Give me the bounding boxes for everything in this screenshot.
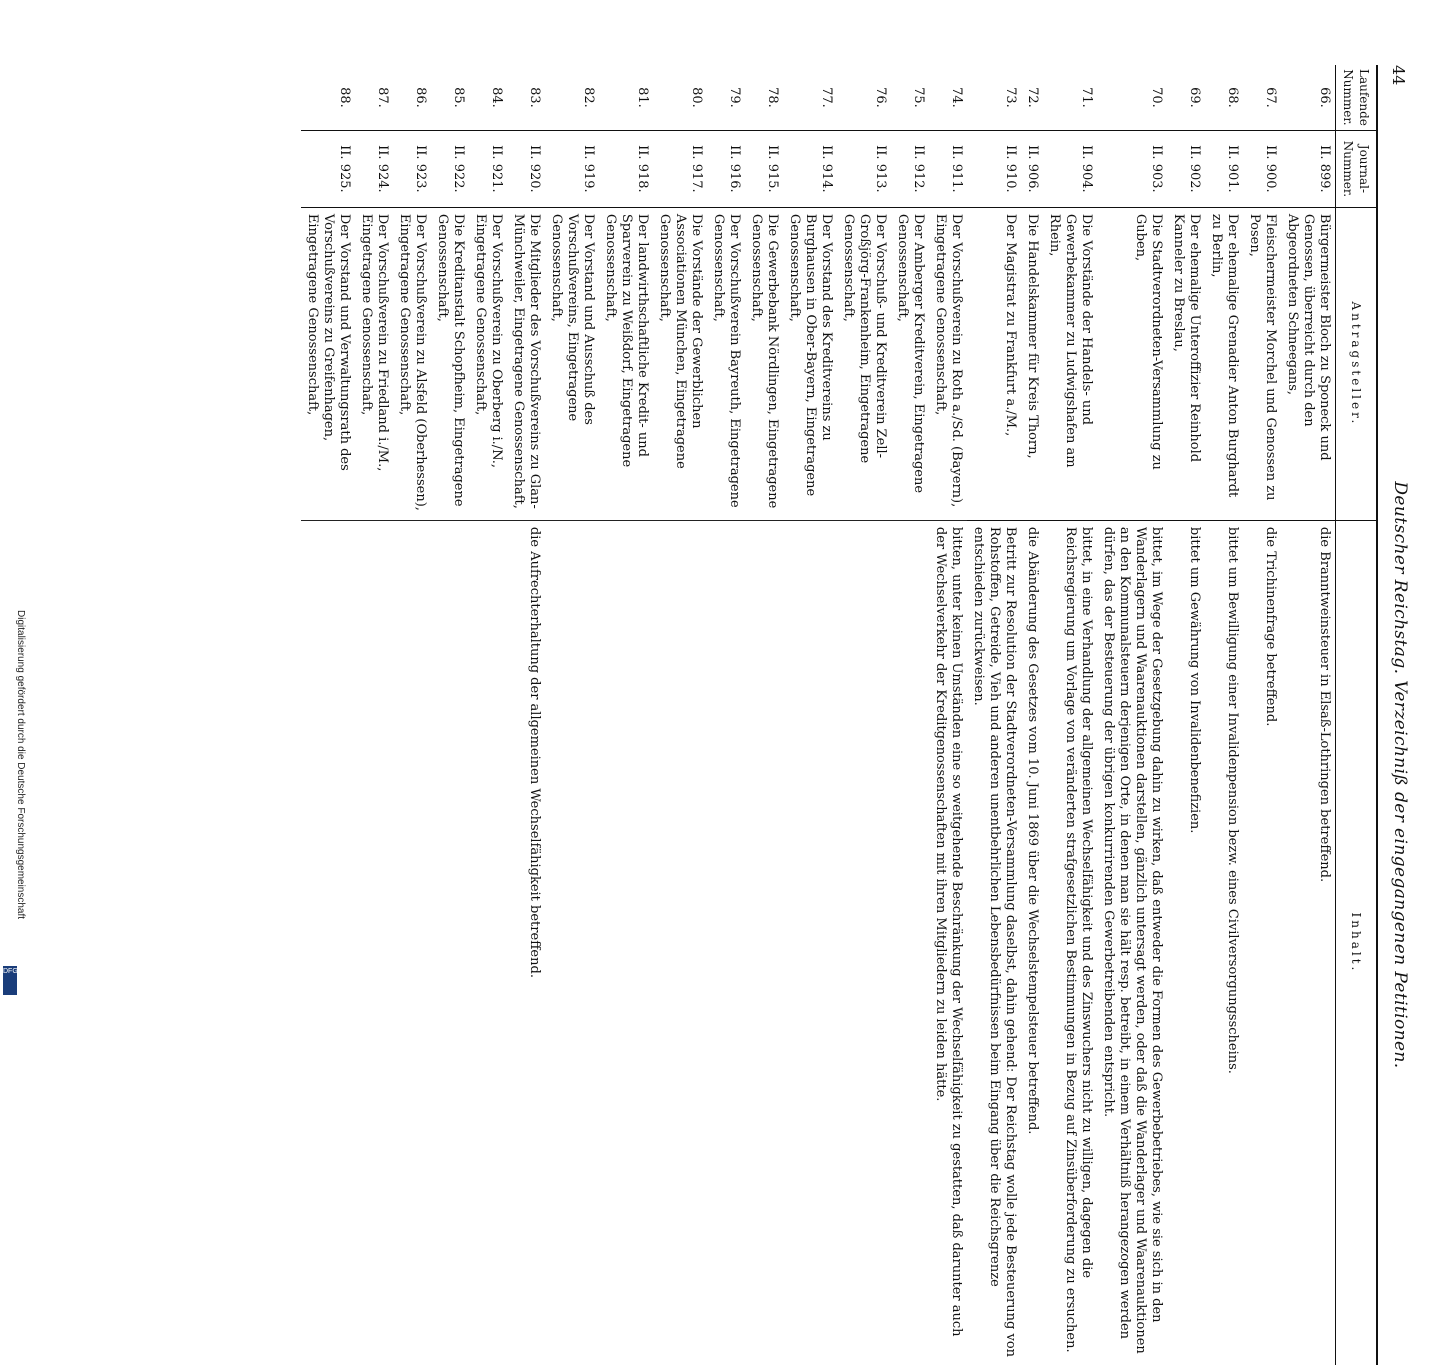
table-row	[1243, 65, 1281, 1365]
row-jnr-cell: II. 916.	[707, 130, 745, 207]
column-header-antragsteller: Antragsteller.	[1336, 207, 1378, 520]
table-row	[783, 65, 837, 1365]
table-row	[599, 65, 653, 1365]
table-row	[431, 65, 469, 1365]
table-row	[1097, 65, 1167, 1365]
row-antragsteller-cell: Der Vorstand und Verwaltungsrath des Vorschußvereins zu Greifenhagen, Eingetragene Genossenschaft,	[301, 207, 355, 520]
row-antragsteller-cell: Bürgermeister Bloch zu Sponeck und Genossen, überreicht durch den Abgeordneten Schneegans,	[1281, 207, 1336, 520]
row-antragsteller-cell: Der landwirthschaftliche Kredit- und Sparverein zu Weißdorf, Eingetragene Genossenschaft,	[599, 207, 653, 520]
row-lfd-cell: 66.	[1317, 87, 1332, 108]
row-jnr-cell: II. 923.	[393, 130, 431, 207]
row-inhalt-cell	[469, 520, 507, 1365]
row-jnr-cell: II. 910.	[967, 130, 1021, 207]
row-inhalt-cell: bittet, in eine Verhandlung der allgemeinen Wechselfähigkeit und des Zinswuchers nicht zu willigen, dagegen die Reichsregierung um Vorlage von veränderten strafgesetzlichen Bestimmungen in Bezug auf Zinsüberforderung zu ersuchen.	[1043, 520, 1097, 1365]
row-lfd-cell: 73.	[1003, 87, 1018, 108]
table-row	[301, 65, 355, 1365]
table-body	[301, 65, 1336, 1365]
table-row	[745, 65, 783, 1365]
row-lfd-cell: 86.	[413, 87, 428, 108]
table-row	[707, 65, 745, 1365]
row-antragsteller-cell: Der Vorschußverein zu Alsfeld (Oberhessen), Eingetragene Genossenschaft,	[393, 207, 431, 520]
table-row	[1205, 65, 1243, 1365]
row-antragsteller-cell: Der Vorschußverein zu Friedland i./M., Eingetragene Genossenschaft,	[355, 207, 393, 520]
table-row	[1281, 65, 1336, 1365]
row-jnr-cell: II. 901.	[1205, 130, 1243, 207]
row-lfd-cell: 84.	[489, 87, 504, 108]
row-jnr-cell: II. 911.	[929, 130, 967, 207]
row-lfd-cell: 80.	[689, 87, 704, 108]
row-jnr-cell: II. 920.	[507, 130, 545, 207]
row-lfd-cell: 88.	[337, 87, 352, 108]
table-row	[967, 65, 1021, 1365]
row-lfd-cell: 69.	[1187, 87, 1202, 108]
row-antragsteller-cell: Der Vorschußverein zu Roth a./Sd. (Bayern), Eingetragene Genossenschaft,	[929, 207, 967, 520]
row-antragsteller-cell: Die Stadtverordneten-Versammlung zu Guben,	[1097, 207, 1167, 520]
row-jnr-cell: II. 922.	[431, 130, 469, 207]
row-antragsteller-cell: Der Amberger Kreditverein, Eingetragene Genossenschaft,	[891, 207, 929, 520]
row-lfd-cell: 74.	[949, 87, 964, 108]
row-antragsteller-cell: Der ehemalige Unteroffizier Reinhold Kanneler zu Breslau,	[1167, 207, 1205, 520]
row-antragsteller-cell: Der Vorstand des Kreditvereins zu Burghausen in Ober-Bayern, Eingetragene Genossenschaft,	[783, 207, 837, 520]
table-row	[469, 65, 507, 1365]
row-jnr-cell: II. 902.	[1167, 130, 1205, 207]
row-antragsteller-cell: Die Vorstände der Handels- und Gewerbekammer zu Ludwigshafen am Rhein,	[1043, 207, 1097, 520]
row-jnr-cell: II. 903.	[1097, 130, 1167, 207]
table-header-row	[1336, 65, 1378, 1365]
row-antragsteller-cell: Der Vorschußverein zu Oberberg i./N., Eingetragene Genossenschaft,	[469, 207, 507, 520]
row-antragsteller-cell: Die Gewerbebank Nördlingen, Eingetragene Genossenschaft,	[745, 207, 783, 520]
row-inhalt-cell	[783, 520, 837, 1365]
table-row	[545, 65, 599, 1365]
row-jnr-cell: II. 917.	[653, 130, 707, 207]
row-inhalt-cell	[707, 520, 745, 1365]
row-jnr-cell: II. 921.	[469, 130, 507, 207]
row-inhalt-cell: bitten, unter keinen Umständen eine so weitgehende Beschränkung der Wechselfähigkeit zu gestatten, daß darunter auch der Wechselverkehr der Kreditgenossenschaften mit ihren Mitgliedern zu leiden hätte.	[929, 520, 967, 1365]
row-inhalt-cell: die Abänderung des Gesetzes vom 10. Juni 1869 über die Wechselstempelsteuer betreffend.	[1021, 520, 1043, 1365]
row-antragsteller-cell: Der Vorschuß- und Kreditverein Zell-Großjörg-Frankenheim, Eingetragene Genossenschaft,	[837, 207, 891, 520]
row-jnr-cell: II. 913.	[837, 130, 891, 207]
row-lfd-cell: 83.	[527, 87, 542, 108]
row-inhalt-cell	[393, 520, 431, 1365]
row-lfd-cell: 68.	[1225, 87, 1240, 108]
row-inhalt-cell	[837, 520, 891, 1365]
row-inhalt-cell	[599, 520, 653, 1365]
row-antragsteller-cell: Der Vorschußverein Bayreuth, Eingetragene Genossenschaft,	[707, 207, 745, 520]
table-row	[1043, 65, 1097, 1365]
row-lfd-cell: 75.	[911, 87, 926, 108]
row-jnr-cell: II. 904.	[1043, 130, 1097, 207]
row-jnr-cell: II. 918.	[599, 130, 653, 207]
row-inhalt-cell: die Aufrechterhaltung der allgemeinen Wechselfähigkeit betreffend.	[507, 520, 545, 1365]
row-antragsteller-cell: Die Vorstände der Gewerblichen Associationen München, Eingetragene Genossenschaft,	[653, 207, 707, 520]
table-row	[929, 65, 967, 1365]
column-header-inhalt: Inhalt.	[1336, 520, 1378, 1365]
column-header-lfd: Laufende Nummer.	[1336, 65, 1378, 130]
row-inhalt-cell	[891, 520, 929, 1365]
row-lfd-cell: 78.	[765, 87, 780, 108]
table-row	[891, 65, 929, 1365]
row-antragsteller-cell: Fleischermeister Morchel und Genossen zu Posen,	[1243, 207, 1281, 520]
row-jnr-cell: II. 912.	[891, 130, 929, 207]
row-lfd-cell: 67.	[1263, 87, 1278, 108]
table-row	[837, 65, 891, 1365]
row-inhalt-cell	[745, 520, 783, 1365]
row-lfd-cell: 72.	[1025, 87, 1040, 108]
table-row	[1167, 65, 1205, 1365]
row-inhalt-cell: bittet um Gewährung von Invalidenbenefizien.	[1167, 520, 1205, 1365]
digitization-note-text: Digitalisierung gefördert durch die Deutsche Forschungsgemeinschaft	[15, 610, 26, 920]
table-row	[507, 65, 545, 1365]
row-inhalt-cell	[355, 520, 393, 1365]
row-lfd-cell: 77.	[819, 87, 834, 108]
row-lfd-cell: 70.	[1149, 87, 1164, 108]
row-antragsteller-cell: Die Kreditanstalt Schopfheim, Eingetragene Genossenschaft,	[431, 207, 469, 520]
page-title: Deutscher Reichstag. Verzeichniß der eingegangenen Petitionen.	[1390, 481, 1410, 1069]
dfg-logo: DFG	[3, 966, 17, 995]
row-jnr-cell: II. 919.	[545, 130, 599, 207]
document-page	[120, 65, 1420, 1358]
row-antragsteller-cell: Die Mitglieder des Vorschußvereins zu Glan-Münchweiler, Eingetragene Genossenschaft,	[507, 207, 545, 520]
row-jnr-cell: II. 914.	[783, 130, 837, 207]
column-header-jnr: Journal-Nummer.	[1336, 130, 1378, 207]
row-lfd-cell: 71.	[1079, 87, 1094, 108]
table-row	[653, 65, 707, 1365]
row-inhalt-cell: bittet um Bewilligung einer Invalidenpension bezw. eines Civilversorgungsscheins.	[1205, 520, 1243, 1365]
table-row	[393, 65, 431, 1365]
row-inhalt-cell: die Branntweinsteuer in Elsaß-Lothringen betreffend.	[1281, 520, 1336, 1365]
row-lfd-cell: 76.	[873, 87, 888, 108]
petitions-table	[301, 65, 1378, 1365]
row-jnr-cell: II. 925.	[301, 130, 355, 207]
row-inhalt-cell	[431, 520, 469, 1365]
row-inhalt-cell	[301, 520, 355, 1365]
table-row	[1021, 65, 1043, 1365]
row-antragsteller-cell: Die Handelskammer für Kreis Thorn,	[1021, 207, 1043, 520]
row-inhalt-cell: bittet, im Wege der Gesetzgebung dahin zu wirken, daß entweder die Formen des Gewerbebetriebes, wie sie sich in den Wanderlagern und Waarenauktionen darstellen, gänzlich untersagt werden, oder daß die Wanderlager und Waarenauktionen an den Kommunalsteuern derjenigen Orte, in denen man sie hält resp. betreibt, in einem Verhältniß herangezogen werden dürfen, das der Besteuerung der übrigen konkurrirenden Gewerbetreibenden entspricht.	[1097, 520, 1167, 1365]
row-jnr-cell: II. 924.	[355, 130, 393, 207]
row-antragsteller-cell: Der Magistrat zu Frankfurt a./M.,	[967, 207, 1021, 520]
row-jnr-cell: II. 899.	[1281, 130, 1336, 207]
row-lfd-cell: 82.	[581, 87, 596, 108]
row-antragsteller-cell: Der Vorstand und Ausschuß des Vorschußvereins, Eingetragene Genossenschaft,	[545, 207, 599, 520]
row-antragsteller-cell: Der ehemalige Grenadier Anton Burghardt zu Berlin,	[1205, 207, 1243, 520]
row-jnr-cell: II. 906.	[1021, 130, 1043, 207]
page-number: 44	[1389, 65, 1408, 86]
row-inhalt-cell: die Trichinenfrage betreffend.	[1243, 520, 1281, 1365]
digitization-note	[12, 610, 26, 990]
table-row	[355, 65, 393, 1365]
row-jnr-cell: II. 900.	[1243, 130, 1281, 207]
row-inhalt-cell	[653, 520, 707, 1365]
row-jnr-cell: II. 915.	[745, 130, 783, 207]
row-inhalt-cell	[545, 520, 599, 1365]
row-inhalt-cell: Betritt zur Resolution der Stadtverordneten-Versammlung daselbst, dahin gehend: Der Reichstag wolle jede Besteuerung von Rohstoffen, Getreide, Vieh und anderen unentbehrlichen Lebensbedürfnissen beim Eingang über die Reichsgrenze entschieden zurückweisen.	[967, 520, 1021, 1365]
row-lfd-cell: 81.	[635, 87, 650, 108]
row-lfd-cell: 85.	[451, 87, 466, 108]
row-lfd-cell: 79.	[727, 87, 742, 108]
row-lfd-cell: 87.	[375, 87, 390, 108]
